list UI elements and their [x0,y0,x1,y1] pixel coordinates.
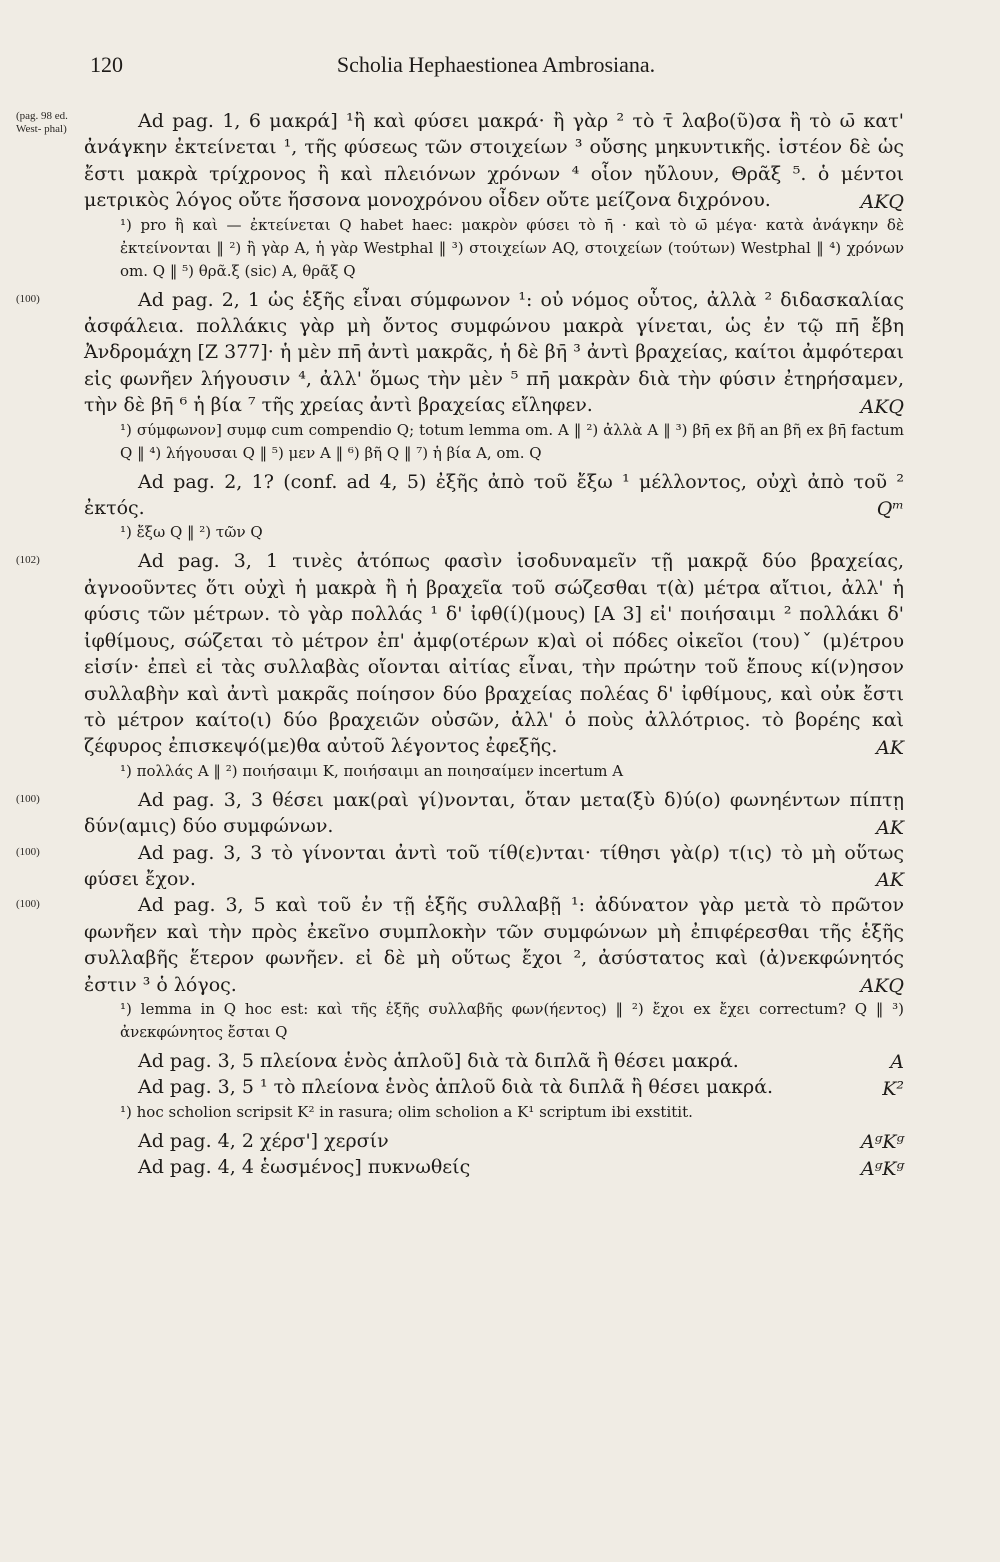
manuscript-siglum: AK [876,869,904,892]
manuscript-siglum: AKQ [860,395,904,418]
margin-reference: (100) [16,792,40,805]
apparatus-footnote: ¹) pro ἢ καὶ — ἐκτείνεται Q habet haec: μακρὸν φύσει τὸ η̄ · καὶ τὸ ω̄ μέγα· κατὰ ἀνάγκην δὲ ἐκτείνονται ‖ ²) ἢ γὰρ A, ἡ γὰρ Westphal ‖ ³) στοιχείων AQ, στοιχείων (τούτων) Westphal ‖ ⁴) χρόνων om. Q ‖ ⁵) θρᾶ.ξ (sic) A, θρᾶξ Q [120,215,904,280]
scholion-text: Ad pag. 3, 5 ¹ τὸ πλείονα ἑνὸς ἁπλοῦ διὰ τὰ διπλᾶ ἢ θέσει μακρά. [138,1076,774,1099]
margin-reference: (102) [16,554,40,567]
manuscript-siglum: AK [876,736,904,759]
scholion-entry [84,1128,904,1154]
scholion-entry [16,840,904,893]
scholion-text: Ad pag. 3, 3 θέσει μακ(ραὶ γί)νονται, ὅταν μετα(ξὺ δ)ύ(ο) φωνηέντων πίπτῃ δύν(αμις) δύο συμφώνων. [84,788,904,838]
scholion-entry [84,469,904,545]
apparatus-footnote: ¹) σύμφωνον] συμφ cum compendio Q; totum lemma om. A ‖ ²) ἀλλὰ A ‖ ³) βη̄ ex βῆ an βῆ ex βη̄ factum Q ‖ ⁴) λήγουσαι Q ‖ ⁵) μεν A ‖ ⁶) βῆ Q ‖ ⁷) ἡ βία A, om. Q [120,420,904,462]
margin-reference: (pag. 98 ed. West- phal) [16,110,68,135]
apparatus-footnote: ¹) ἔξω Q ‖ ²) τῶν Q [120,523,263,542]
apparatus-footnote: ¹) hoc scholion scripsit K² in rasura; olim scholion a K¹ scriptum ibi exstitit. [120,1102,693,1121]
manuscript-siglum: AᵍKᵍ [860,1157,904,1180]
manuscript-siglum: A [890,1051,904,1074]
manuscript-siglum: Qᵐ [876,498,904,521]
scholion-entry [84,1074,904,1123]
manuscript-siglum: AK [876,816,904,839]
manuscript-siglum: AKQ [860,974,904,997]
scholion-entry [16,287,904,465]
scholion-text: Ad pag. 3, 5 καὶ τοῦ ἐν τῇ ἑξῆς συλλαβῇ ¹: ἀδύνατον γὰρ μετὰ τὸ πρῶτον φωνῆεν καὶ τὴν πρὸς ἐκεῖνο συμπλοκὴν τῶν συμφώνων μὴ ἐπιφέρεσθαι τῆς ἑξῆς συλλαβῆς ἕτερον φωνῆεν. εἰ δὲ μὴ οὕτως ἔχοι ², ἀσύστατος καὶ (ἀ)νεκφώνητός ἐστιν ³ ὁ λόγος. [84,894,904,996]
running-title: Scholia Hephaestionea Ambrosiana. [336,52,656,77]
scholion-entry [16,787,904,840]
scholion-entry [16,108,904,283]
scholion-text: Ad pag. 3, 1 τινὲς ἀτόπως φασὶν ἰσοδυναμεῖν τῇ μακρᾷ δύο βραχείας, ἀγνοοῦντες ὅτι οὐχὶ ἡ μακρὰ ἢ ἡ βραχεῖα τοῦ σώζεσθαι τ(ὰ) μέτρα αἴτιοι, ἀλλ' ἡ φύσις τῶν μέτρων. τὸ γὰρ πολλάς ¹ δ' ἰφθ(ί)(μους) [A 3] εἰ' ποιήσαιμι ² πολλάκι δ' ἰφθίμους, σώζεται τὸ μέτρον ἐπ' ἀμφ(οτέρων κ)αὶ οἱ πόδες οἰκεῖοι (του)ˇ (μ)έτρου εἰσίν· ἐπεὶ εἰ τὰς συλλαβὰς οἴονται αἰτίας εἶναι, τὴν πρώτην τοῦ ἔπους κί(ν)ησον συλλαβὴν καὶ ἀντὶ μακρᾶς ποίησον δύο βραχείας πολέας δ' ἰφθίμους, καὶ οὐκ ἔστι τὸ μέτρον καίτο(ι) δύο βραχειῶν οὐσῶν, ἀλλ' ὁ ποὺς ἀλλότριος. τὸ βορέης καὶ ζέφυρος ἐπισκεψό(με)θα αὐτοῦ λέγοντος ἐφεξῆς. [84,550,904,758]
page-number: 120 [90,52,123,77]
scholion-entry [84,1154,904,1180]
scholion-text: Ad pag. 4, 4 ἑωσμένος] πυκνωθείς [138,1156,471,1179]
scholia-body [16,108,904,1181]
running-head [86,52,906,84]
manuscript-siglum: AᵍKᵍ [860,1131,904,1154]
apparatus-footnote: ¹) lemma in Q hoc est: καὶ τῆς ἑξῆς συλλαβῆς φων(ήεντος) ‖ ²) ἔχοι ex ἔχει correctum? Q ‖ ³) ἀνεκφώνητος ἔσται Q [120,999,904,1041]
scholion-text: Ad pag. 2, 1 ὡς ἑξῆς εἶναι σύμφωνον ¹: οὐ νόμος οὗτος, ἀλλὰ ² διδασκαλίας ἀσφάλεια. πολλάκις γὰρ μὴ ὄντος συμφώνου μακρὰ γίνεται, ὡς ἐν τῷ πη̄ ἔβη Ἀνδρομάχη [Z 377]· ἡ μὲν πη̄ ἀντὶ μακρᾶς, ἡ δὲ βη̄ ³ ἀντὶ βραχείας, καίτοι ἀμφότεραι εἰς φωνῆεν λήγουσιν ⁴, ἀλλ' ὅμως τὴν μὲν ⁵ πη̄ μακρὰν διὰ τὴν φύσιν ἐτηρήσαμεν, τὴν δὲ βη̄ ⁶ ἡ βία ⁷ τῆς χρείας ἀντὶ βραχείας εἴληφεν. [84,288,904,417]
manuscript-siglum: AKQ [860,190,904,213]
scholion-text: Ad pag. 1, 6 μακρά] ¹ἢ καὶ φύσει μακρά· ἢ γὰρ ² τὸ τ̄ λαβο(ῦ)σα ἢ τὸ ω̄ κατ' ἀνάγκην ἐκτείνεται ¹, τῆς φύσεως τῶν στοιχείων ³ οὔσης μηκυντικῆς. ἰστέον δὲ ὡς ἔστι μακρὰ τρίχρονος ἢ καὶ πλειόνων χρόνων ⁴ οἷον ηὔλουν, Θρᾶξ ⁵. ὁ μέντοι μετρικὸς λόγος οὔτε ἥσσονα μονοχρόνου οἶδεν οὔτε μείζονα διχρόνου. [84,110,904,212]
scholion-text: Ad pag. 4, 2 χέρσ'] χερσίν [138,1129,389,1152]
manuscript-siglum: K² [882,1077,904,1100]
scholion-text: Ad pag. 2, 1? (conf. ad 4, 5) ἐξῆς ἀπὸ τοῦ ἔξω ¹ μέλλοντος, οὐχὶ ἀπὸ τοῦ ² ἐκτός. [84,470,904,520]
scholion-entry [84,1048,904,1074]
scholion-text: Ad pag. 3, 5 πλείονα ἑνὸς ἁπλοῦ] διὰ τὰ διπλᾶ ἢ θέσει μακρά. [138,1049,739,1072]
margin-reference: (100) [16,845,40,858]
scholion-entry [16,892,904,1044]
scholion-text: Ad pag. 3, 3 τὸ γίνονται ἀντὶ τοῦ τίθ(ε)νται· τίθησι γὰ(ρ) τ(ις) τὸ μὴ οὕτως φύσει ἔχον. [84,841,904,890]
scholion-entry [16,548,904,782]
apparatus-footnote: ¹) πολλάς A ‖ ²) ποιήσαιμι K, ποιήσαιμι an ποιησαίμεν incertum A [120,761,624,780]
margin-reference: (100) [16,292,40,305]
margin-reference: (100) [16,898,40,911]
